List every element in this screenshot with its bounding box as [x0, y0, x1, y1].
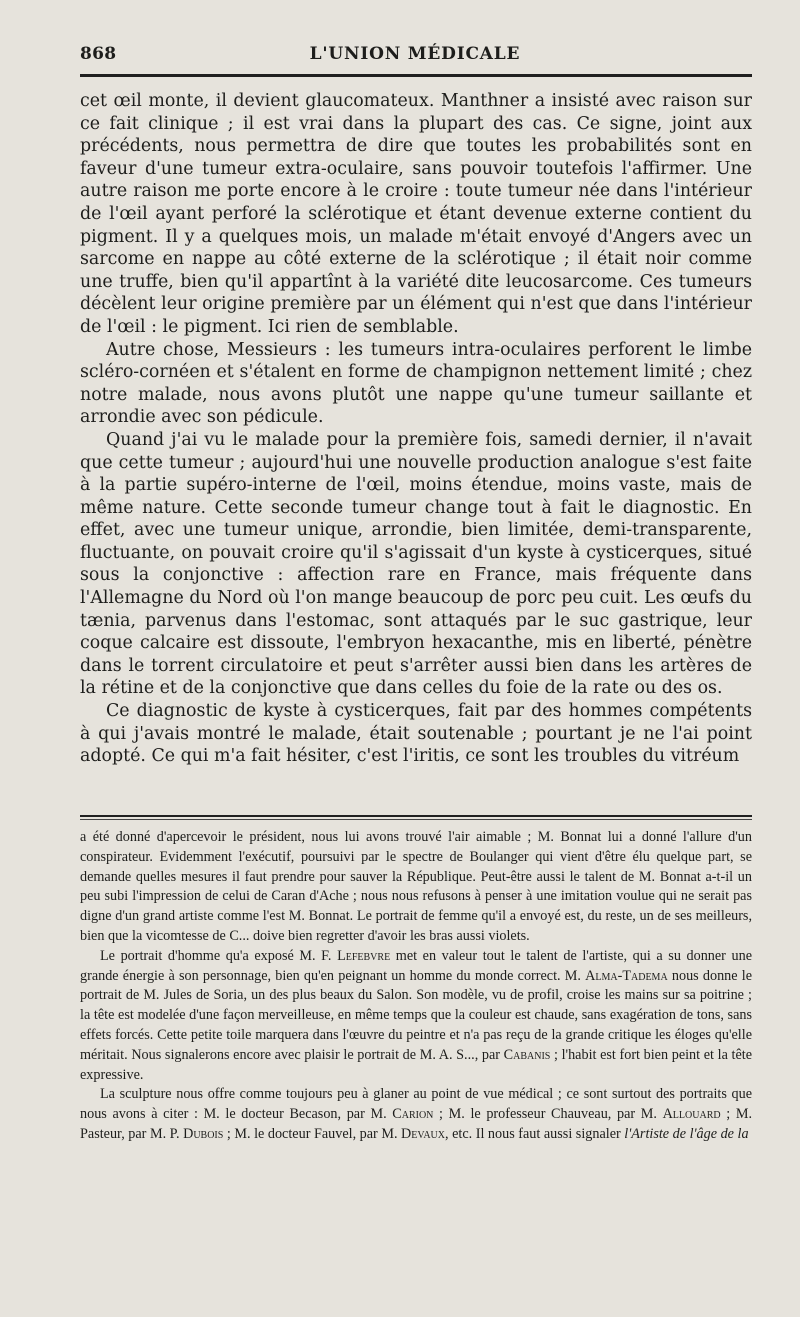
artist-name: Devaux	[401, 1125, 445, 1142]
footnote-divider	[80, 815, 752, 817]
footnote-paragraph	[80, 947, 752, 1086]
paragraph: cet œil monte, il devient glaucomateux. Manthner a insisté avec raison sur ce fait clinique ; il est vrai dans la plupart des cas. Ce signe, joint aux précédents, nous permettra de dire que toutes les probabilités sont en faveur d'une tumeur extra-oculaire, sans pouvoir toutefois l'affirmer. Une autre raison me porte encore à le croire : toute tumeur née dans l'intérieur de l'œil ayant perforé la sclérotique et étant devenue externe contient du pigment. Il y a quelques mois, un malade m'était envoyé d'Angers avec un sarcome en nappe au côté externe de la sclérotique ; il était noir comme une truffe, bien qu'il appartînt à la variété dite leucosarcome. Ces tumeurs décèlent leur origine première par un élément qui n'est que dans l'intérieur de l'œil : le pigment. Ici rien de semblable.	[80, 91, 752, 337]
footnote-text-run: Le portrait d'homme qu'a exposé M. F.	[100, 947, 338, 964]
paragraph: Autre chose, Messieurs : les tumeurs intra-oculaires perforent le limbe scléro-cornéen et s'étalent en forme de champignon nettement limité ; chez notre malade, nous avons plutôt une nappe qu'une tumeur saillante et arrondie avec son pédicule.	[80, 339, 752, 428]
footnote-divider-thin	[80, 819, 752, 820]
footnote-text-run: ; l'habit est fort bien peint et la tête expressive.	[80, 1046, 752, 1083]
paragraph: Quand j'ai vu le malade pour la première fois, samedi dernier, il n'avait que cette tumeur ; aujourd'hui une nouvelle production analogue s'est faite à la partie supéro-interne de l'œil, moins étendue, moins vaste, mais de même nature. Cette seconde tumeur change tout à fait le diagnostic. En effet, avec une tumeur unique, arrondie, bien limitée, demi-transparente, fluctuante, on pouvait croire qu'il s'agissait d'un kyste à cysticerques, situé sous la conjonctive : affection rare en France, mais fréquente dans l'Allemagne du Nord où l'on mange beaucoup de porc peu cuit. Les œufs du tænia, parvenus dans l'estomac, sont attaqués par le suc gastrique, leur coque calcaire est dissoute, l'embryon hexacanthe, mis en liberté, pénètre dans le torrent circulatoire et peut s'arrêter aussi bien dans les artères de la rétine et de la conjonctive que dans celles du foie de la rate ou des os.	[80, 429, 752, 699]
artwork-title: l'Artiste de l'âge de la	[624, 1125, 749, 1142]
footnote-text-run: met en valeur tout le talent de l'artiste, qui a su donner une grande énergie à son personnage, bien qu'en peignant un homme du monde correct. M.	[80, 947, 752, 984]
running-title: L'UNION MÉDICALE	[309, 44, 521, 64]
footnote-text-run: ; M. le docteur Fauvel, par M.	[223, 1125, 402, 1142]
artist-name: Lefebvre	[337, 947, 391, 964]
artist-name: Cabanis	[503, 1046, 551, 1063]
artist-name: Carion	[392, 1106, 434, 1123]
header-rule	[80, 74, 752, 77]
footnote-paragraph	[80, 1085, 752, 1144]
footnote-text-run: ; M. Pasteur, par M. P.	[80, 1106, 752, 1142]
artist-name: Allouard	[662, 1106, 721, 1123]
footnote-text-run: nous donne le portrait de M. Jules de Soria, un des plus beaux du Salon. Son modèle, vu de profil, croise les mains sur sa poitrine ; la tête est modelée d'une façon merveilleuse, en même temps que la couleur est chaude, sans exagération de tons, sans effets forcés. Cette petite toile marquera dans l'œuvre du peintre et n'a pas reçu de la grande critique les éloges qu'elle méritait. Nous signalerons encore avec plaisir le portrait de M. A. S..., par	[80, 967, 752, 1063]
main-body	[80, 90, 752, 768]
footnote-block	[80, 828, 752, 1145]
artist-name: Dubois	[183, 1125, 224, 1142]
footnote-text-run: ; M. le professeur Chauveau, par M.	[433, 1106, 663, 1123]
page-number: 868	[80, 44, 117, 64]
paragraph: Ce diagnostic de kyste à cysticerques, fait par des hommes compétents à qui j'avais montré le malade, était soutenable ; pourtant je ne l'ai point adopté. Ce qui m'a fait hésiter, c'est l'iritis, ce sont les troubles du vitréum	[80, 701, 752, 767]
footnote-text-run: La sculpture nous offre comme toujours peu à glaner au point de vue médical ; ce sont surtout des portraits que nous avons à citer : M. le docteur Becason, par M.	[80, 1086, 752, 1123]
page-header	[80, 44, 750, 72]
footnote-text-run: , etc. Il nous faut aussi signaler	[445, 1125, 625, 1142]
artist-name: Alma-Tadema	[585, 967, 668, 984]
footnote-paragraph: a été donné d'apercevoir le président, nous lui avons trouvé l'air aimable ; M. Bonnat lui a donné l'allure d'un conspirateur. Evidemment l'exécutif, poursuivi par le spectre de Boulanger qui vient d'être élu quelque part, se demande quelles mesures il faut prendre pour sauver la République. Peut-être aussi le talent de M. Bonnat a-t-il un peu subi l'impression de celui de Caran d'Ache ; nous nous refusons à penser à une imitation voulue qui ne serait pas digne d'un grand artiste comme l'est M. Bonnat. Le portrait de femme qu'il a envoyé est, du reste, un de ses meilleurs, bien que la vicomtesse de C... doive bien regretter d'avoir les bras aussi violets.	[80, 829, 752, 944]
